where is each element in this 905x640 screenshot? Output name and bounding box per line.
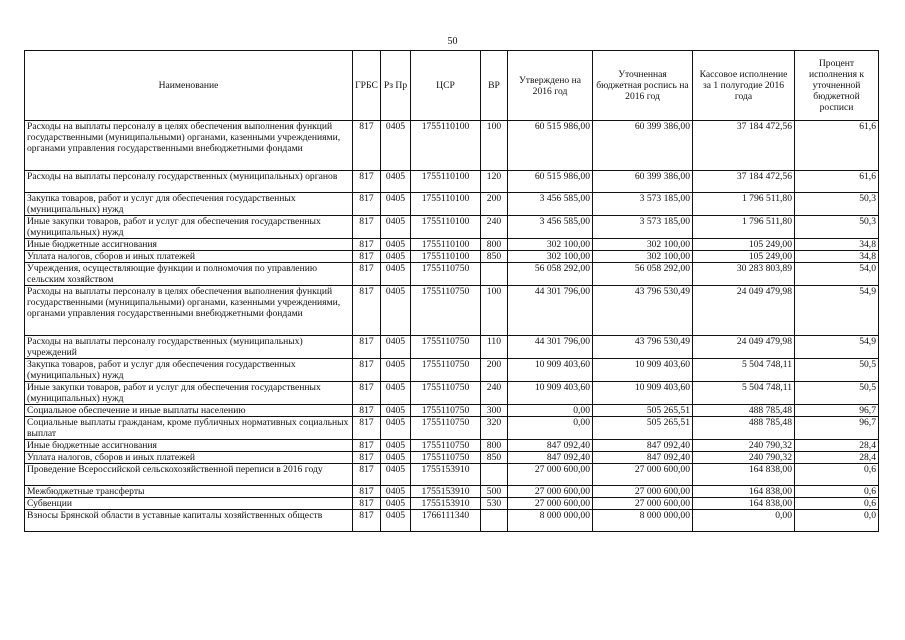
cell-rzpr: 0405 [381, 336, 411, 359]
cell-vr: 240 [481, 382, 508, 405]
table-row [25, 171, 879, 193]
cell-percent: 54,0 [795, 263, 879, 286]
cell-cash: 5 504 748,11 [693, 359, 795, 382]
cell-approved: 3 456 585,00 [508, 193, 593, 216]
cell-refined: 27 000 600,00 [593, 464, 693, 486]
page-number: 50 [447, 36, 458, 47]
cell-name: Расходы на выплаты персоналу государственных (муниципальных) учреждений [25, 336, 353, 359]
cell-csr: 1755110750 [411, 452, 481, 464]
cell-grbs: 817 [353, 286, 381, 336]
table-body [25, 121, 879, 532]
cell-csr: 1755110750 [411, 286, 481, 336]
cell-rzpr: 0405 [381, 440, 411, 452]
cell-name: Иные бюджетные ассигнования [25, 440, 353, 452]
cell-vr [481, 263, 508, 286]
cell-refined: 27 000 600,00 [593, 498, 693, 510]
table-row [25, 193, 879, 216]
table-row [25, 121, 879, 171]
cell-vr: 320 [481, 417, 508, 440]
cell-approved: 56 058 292,00 [508, 263, 593, 286]
cell-csr: 1755110100 [411, 121, 481, 171]
cell-approved: 302 100,00 [508, 251, 593, 263]
cell-refined: 302 100,00 [593, 239, 693, 251]
cell-csr: 1755153910 [411, 464, 481, 486]
cell-percent: 34,8 [795, 239, 879, 251]
cell-rzpr: 0405 [381, 251, 411, 263]
cell-vr: 200 [481, 193, 508, 216]
cell-rzpr: 0405 [381, 171, 411, 193]
cell-refined: 10 909 403,60 [593, 382, 693, 405]
cell-grbs: 817 [353, 193, 381, 216]
cell-cash: 24 049 479,98 [693, 336, 795, 359]
cell-refined: 27 000 600,00 [593, 486, 693, 498]
cell-cash: 240 790,32 [693, 440, 795, 452]
budget-execution-table [24, 50, 879, 532]
cell-grbs: 817 [353, 171, 381, 193]
cell-cash: 1 796 511,80 [693, 216, 795, 239]
cell-cash: 24 049 479,98 [693, 286, 795, 336]
cell-name: Уплата налогов, сборов и иных платежей [25, 452, 353, 464]
col-header-name: Наименование [25, 51, 353, 121]
cell-rzpr: 0405 [381, 382, 411, 405]
cell-grbs: 817 [353, 239, 381, 251]
table-row [25, 417, 879, 440]
cell-approved: 8 000 000,00 [508, 510, 593, 532]
cell-percent: 50,5 [795, 382, 879, 405]
cell-csr: 1755110100 [411, 251, 481, 263]
table-row [25, 216, 879, 239]
cell-percent: 54,9 [795, 286, 879, 336]
cell-vr: 100 [481, 286, 508, 336]
cell-grbs: 817 [353, 382, 381, 405]
cell-cash: 164 838,00 [693, 498, 795, 510]
table-row [25, 452, 879, 464]
cell-approved: 0,00 [508, 405, 593, 417]
cell-name: Социальное обеспечение и иные выплаты населению [25, 405, 353, 417]
cell-grbs: 817 [353, 336, 381, 359]
cell-vr: 800 [481, 440, 508, 452]
cell-name: Расходы на выплаты персоналу государственных (муниципальных) органов [25, 171, 353, 193]
cell-name: Иные бюджетные ассигнования [25, 239, 353, 251]
cell-vr [481, 510, 508, 532]
cell-grbs: 817 [353, 359, 381, 382]
cell-grbs: 817 [353, 440, 381, 452]
col-header-vr: ВР [481, 51, 508, 121]
cell-name: Проведение Всероссийской сельскохозяйственной переписи в 2016 году [25, 464, 353, 486]
cell-vr: 110 [481, 336, 508, 359]
table-row [25, 359, 879, 382]
cell-csr: 1755110750 [411, 405, 481, 417]
cell-approved: 0,00 [508, 417, 593, 440]
cell-cash: 105 249,00 [693, 239, 795, 251]
cell-rzpr: 0405 [381, 263, 411, 286]
table-row [25, 405, 879, 417]
cell-refined: 10 909 403,60 [593, 359, 693, 382]
cell-refined: 847 092,40 [593, 440, 693, 452]
cell-approved: 27 000 600,00 [508, 498, 593, 510]
cell-refined: 60 399 386,00 [593, 121, 693, 171]
cell-grbs: 817 [353, 498, 381, 510]
cell-vr: 850 [481, 452, 508, 464]
cell-csr: 1766111340 [411, 510, 481, 532]
cell-percent: 0,6 [795, 486, 879, 498]
cell-name: Субвенции [25, 498, 353, 510]
cell-percent: 0,6 [795, 464, 879, 486]
cell-rzpr: 0405 [381, 452, 411, 464]
cell-refined: 3 573 185,00 [593, 193, 693, 216]
table-row [25, 263, 879, 286]
cell-grbs: 817 [353, 216, 381, 239]
cell-rzpr: 0405 [381, 464, 411, 486]
cell-name: Учреждения, осуществляющие функции и полномочия по управлению сельским хозяйством [25, 263, 353, 286]
cell-rzpr: 0405 [381, 498, 411, 510]
cell-cash: 5 504 748,11 [693, 382, 795, 405]
cell-name: Расходы на выплаты персоналу в целях обеспечения выполнения функций государственными (муниципальными) органами, казенными учреждениями, органами управления государственными внебюджетными фондами [25, 286, 353, 336]
col-header-csr: ЦСР [411, 51, 481, 121]
cell-grbs: 817 [353, 121, 381, 171]
col-header-rzpr: Рз Пр [381, 51, 411, 121]
cell-refined: 505 265,51 [593, 417, 693, 440]
cell-approved: 44 301 796,00 [508, 336, 593, 359]
cell-cash: 164 838,00 [693, 464, 795, 486]
cell-rzpr: 0405 [381, 121, 411, 171]
cell-approved: 302 100,00 [508, 239, 593, 251]
cell-refined: 56 058 292,00 [593, 263, 693, 286]
cell-grbs: 817 [353, 486, 381, 498]
cell-grbs: 817 [353, 251, 381, 263]
cell-rzpr: 0405 [381, 286, 411, 336]
cell-vr: 500 [481, 486, 508, 498]
cell-cash: 240 790,32 [693, 452, 795, 464]
cell-cash: 37 184 472,56 [693, 171, 795, 193]
cell-name: Иные закупки товаров, работ и услуг для обеспечения государственных (муниципальных) нужд [25, 382, 353, 405]
cell-name: Расходы на выплаты персоналу в целях обеспечения выполнения функций государственными (муниципальными) органами, казенными учреждениями, органами управления государственными внебюджетными фондами [25, 121, 353, 171]
col-header-cash: Кассовое исполнение за 1 полугодие 2016 года [693, 51, 795, 121]
table-row [25, 486, 879, 498]
cell-name: Закупка товаров, работ и услуг для обеспечения государственных (муниципальных) нужд [25, 359, 353, 382]
table-row [25, 251, 879, 263]
cell-vr: 200 [481, 359, 508, 382]
cell-refined: 847 092,40 [593, 452, 693, 464]
table-row [25, 286, 879, 336]
cell-cash: 488 785,48 [693, 405, 795, 417]
cell-csr: 1755153910 [411, 498, 481, 510]
cell-rzpr: 0405 [381, 510, 411, 532]
cell-refined: 3 573 185,00 [593, 216, 693, 239]
cell-vr: 100 [481, 121, 508, 171]
table-row [25, 440, 879, 452]
cell-percent: 34,8 [795, 251, 879, 263]
cell-cash: 37 184 472,56 [693, 121, 795, 171]
cell-csr: 1755110100 [411, 171, 481, 193]
cell-name: Закупка товаров, работ и услуг для обеспечения государственных (муниципальных) нужд [25, 193, 353, 216]
col-header-percent: Процент исполнения к уточненной бюджетной росписи [795, 51, 879, 121]
cell-csr: 1755110100 [411, 216, 481, 239]
cell-percent: 0,0 [795, 510, 879, 532]
cell-approved: 44 301 796,00 [508, 286, 593, 336]
cell-name: Уплата налогов, сборов и иных платежей [25, 251, 353, 263]
cell-refined: 505 265,51 [593, 405, 693, 417]
cell-approved: 10 909 403,60 [508, 382, 593, 405]
cell-refined: 8 000 000,00 [593, 510, 693, 532]
cell-cash: 0,00 [693, 510, 795, 532]
cell-rzpr: 0405 [381, 405, 411, 417]
cell-csr: 1755110100 [411, 239, 481, 251]
cell-grbs: 817 [353, 464, 381, 486]
cell-approved: 10 909 403,60 [508, 359, 593, 382]
cell-refined: 43 796 530,49 [593, 286, 693, 336]
cell-cash: 164 838,00 [693, 486, 795, 498]
cell-vr: 530 [481, 498, 508, 510]
header-row [25, 51, 879, 121]
table-row [25, 239, 879, 251]
cell-cash: 105 249,00 [693, 251, 795, 263]
cell-percent: 61,6 [795, 171, 879, 193]
cell-name: Межбюджетные трансферты [25, 486, 353, 498]
cell-approved: 60 515 986,00 [508, 121, 593, 171]
cell-csr: 1755110750 [411, 382, 481, 405]
cell-percent: 96,7 [795, 405, 879, 417]
table-row [25, 336, 879, 359]
cell-vr: 850 [481, 251, 508, 263]
cell-percent: 96,7 [795, 417, 879, 440]
cell-approved: 847 092,40 [508, 452, 593, 464]
cell-rzpr: 0405 [381, 216, 411, 239]
cell-name: Взносы Брянской области в уставные капиталы хозяйственных обществ [25, 510, 353, 532]
table-row [25, 510, 879, 532]
cell-cash: 1 796 511,80 [693, 193, 795, 216]
cell-approved: 27 000 600,00 [508, 464, 593, 486]
cell-grbs: 817 [353, 263, 381, 286]
cell-percent: 54,9 [795, 336, 879, 359]
cell-refined: 43 796 530,49 [593, 336, 693, 359]
cell-cash: 488 785,48 [693, 417, 795, 440]
cell-vr: 120 [481, 171, 508, 193]
cell-refined: 60 399 386,00 [593, 171, 693, 193]
cell-rzpr: 0405 [381, 359, 411, 382]
cell-percent: 28,4 [795, 452, 879, 464]
cell-approved: 847 092,40 [508, 440, 593, 452]
cell-csr: 1755110100 [411, 193, 481, 216]
cell-csr: 1755153910 [411, 486, 481, 498]
cell-vr: 800 [481, 239, 508, 251]
cell-vr: 300 [481, 405, 508, 417]
cell-rzpr: 0405 [381, 486, 411, 498]
cell-approved: 60 515 986,00 [508, 171, 593, 193]
table-row [25, 498, 879, 510]
cell-rzpr: 0405 [381, 193, 411, 216]
cell-percent: 50,3 [795, 193, 879, 216]
cell-csr: 1755110750 [411, 417, 481, 440]
cell-csr: 1755110750 [411, 263, 481, 286]
cell-cash: 30 283 803,89 [693, 263, 795, 286]
cell-approved: 3 456 585,00 [508, 216, 593, 239]
cell-name: Иные закупки товаров, работ и услуг для обеспечения государственных (муниципальных) нужд [25, 216, 353, 239]
col-header-refined: Уточненная бюджетная роспись на 2016 год [593, 51, 693, 121]
cell-name: Социальные выплаты гражданам, кроме публичных нормативных социальных выплат [25, 417, 353, 440]
col-header-grbs: ГРБС [353, 51, 381, 121]
cell-rzpr: 0405 [381, 239, 411, 251]
cell-csr: 1755110750 [411, 359, 481, 382]
table-row [25, 464, 879, 486]
cell-approved: 27 000 600,00 [508, 486, 593, 498]
cell-vr [481, 464, 508, 486]
cell-vr: 240 [481, 216, 508, 239]
cell-percent: 50,3 [795, 216, 879, 239]
cell-refined: 302 100,00 [593, 251, 693, 263]
cell-percent: 50,5 [795, 359, 879, 382]
col-header-approved: Утверждено на 2016 год [508, 51, 593, 121]
cell-rzpr: 0405 [381, 417, 411, 440]
cell-grbs: 817 [353, 405, 381, 417]
cell-percent: 0,6 [795, 498, 879, 510]
cell-csr: 1755110750 [411, 336, 481, 359]
cell-grbs: 817 [353, 452, 381, 464]
cell-percent: 28,4 [795, 440, 879, 452]
cell-percent: 61,6 [795, 121, 879, 171]
cell-csr: 1755110750 [411, 440, 481, 452]
cell-grbs: 817 [353, 417, 381, 440]
cell-grbs: 817 [353, 510, 381, 532]
table-row [25, 382, 879, 405]
